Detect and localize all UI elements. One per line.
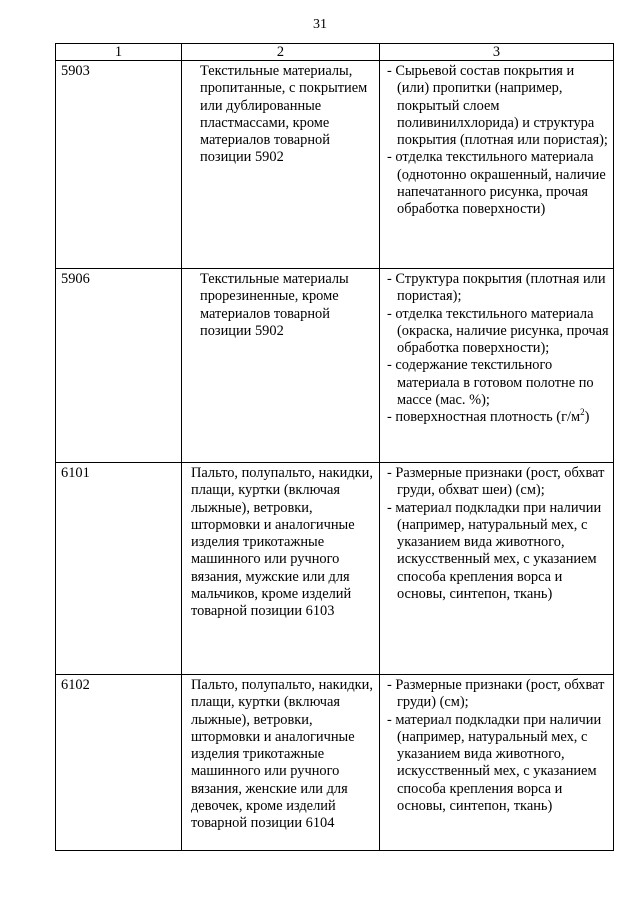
feature-item: - Размерные признаки (рост, обхват груди) (см); bbox=[387, 677, 609, 712]
feature-item bbox=[387, 409, 609, 426]
header-col-2: 2 bbox=[182, 44, 380, 61]
feature-text-end: ) bbox=[584, 409, 590, 426]
feature-item: - содержание текстильного материала в готовом полотне по массе (мас. %); bbox=[387, 357, 609, 409]
feature-item: - отделка текстильного материала (однотонно окрашенный, наличие напечатанного рисунка, прочая обработка поверхности) bbox=[387, 149, 609, 218]
description-text: Текстильные материалы, пропитанные, с покрытием или дублированные пластмассами, кроме материалов товарной позиции 5902 bbox=[200, 63, 368, 166]
table-row bbox=[56, 269, 614, 463]
goods-features bbox=[380, 675, 614, 851]
feature-item: - Сырьевой состав покрытия и (или) пропитки (например, покрытый слоем поливинилхлорида) и структура покрытия (плотная или пористая); bbox=[387, 63, 609, 149]
feature-item: - Структура покрытия (плотная или пористая); bbox=[387, 271, 609, 306]
superscript: 2 bbox=[580, 407, 585, 418]
goods-features bbox=[380, 61, 614, 269]
hs-code: 5903 bbox=[56, 61, 182, 269]
description-text: Пальто, полупальто, накидки, плащи, куртки (включая лыжные), ветровки, штормовки и аналогичные изделия трикотажные машинного или ручного вязания, мужские или для мальчиков, кроме изделий товарной позиции 6103 bbox=[191, 465, 373, 620]
feature-item: - материал подкладки при наличии (например, натуральный мех, с указанием вида животного, искусственный мех, с указанием способа крепления ворса и основы, синтепон, ткань) bbox=[387, 500, 609, 604]
feature-text: поверхностная плотность (г/м bbox=[395, 409, 581, 426]
feature-item: - материал подкладки при наличии (например, натуральный мех, с указанием вида животного, искусственный мех, с указанием способа крепления ворса и основы, синтепон, ткань) bbox=[387, 712, 609, 816]
table-row bbox=[56, 675, 614, 851]
feature-item: - Размерные признаки (рост, обхват груди, обхват шеи) (см); bbox=[387, 465, 609, 500]
table-row bbox=[56, 463, 614, 675]
features-list bbox=[387, 63, 609, 219]
header-col-3: 3 bbox=[380, 44, 614, 61]
hs-code: 6101 bbox=[56, 463, 182, 675]
table-header-row bbox=[56, 44, 614, 61]
table-row bbox=[56, 61, 614, 269]
feature-item: - отделка текстильного материала (окраска, наличие рисунка, прочая обработка поверхности); bbox=[387, 306, 609, 358]
goods-features bbox=[380, 269, 614, 463]
hs-code: 6102 bbox=[56, 675, 182, 851]
features-list bbox=[387, 271, 609, 427]
header-col-1: 1 bbox=[56, 44, 182, 61]
goods-description bbox=[182, 61, 380, 269]
goods-description bbox=[182, 269, 380, 463]
hs-code: 5906 bbox=[56, 269, 182, 463]
goods-table bbox=[55, 43, 614, 851]
goods-features bbox=[380, 463, 614, 675]
page-number: 31 bbox=[313, 17, 327, 32]
features-list bbox=[387, 677, 609, 815]
description-text: Текстильные материалы прорезиненные, кроме материалов товарной позиции 5902 bbox=[200, 271, 349, 339]
goods-description bbox=[182, 463, 380, 675]
description-text: Пальто, полупальто, накидки, плащи, куртки (включая лыжные), ветровки, штормовки и аналогичные изделия трикотажные машинного или ручного вязания, женские или для девочек, кроме изделий товарной позиции 6104 bbox=[191, 677, 373, 832]
goods-description bbox=[182, 675, 380, 851]
features-list bbox=[387, 465, 609, 603]
